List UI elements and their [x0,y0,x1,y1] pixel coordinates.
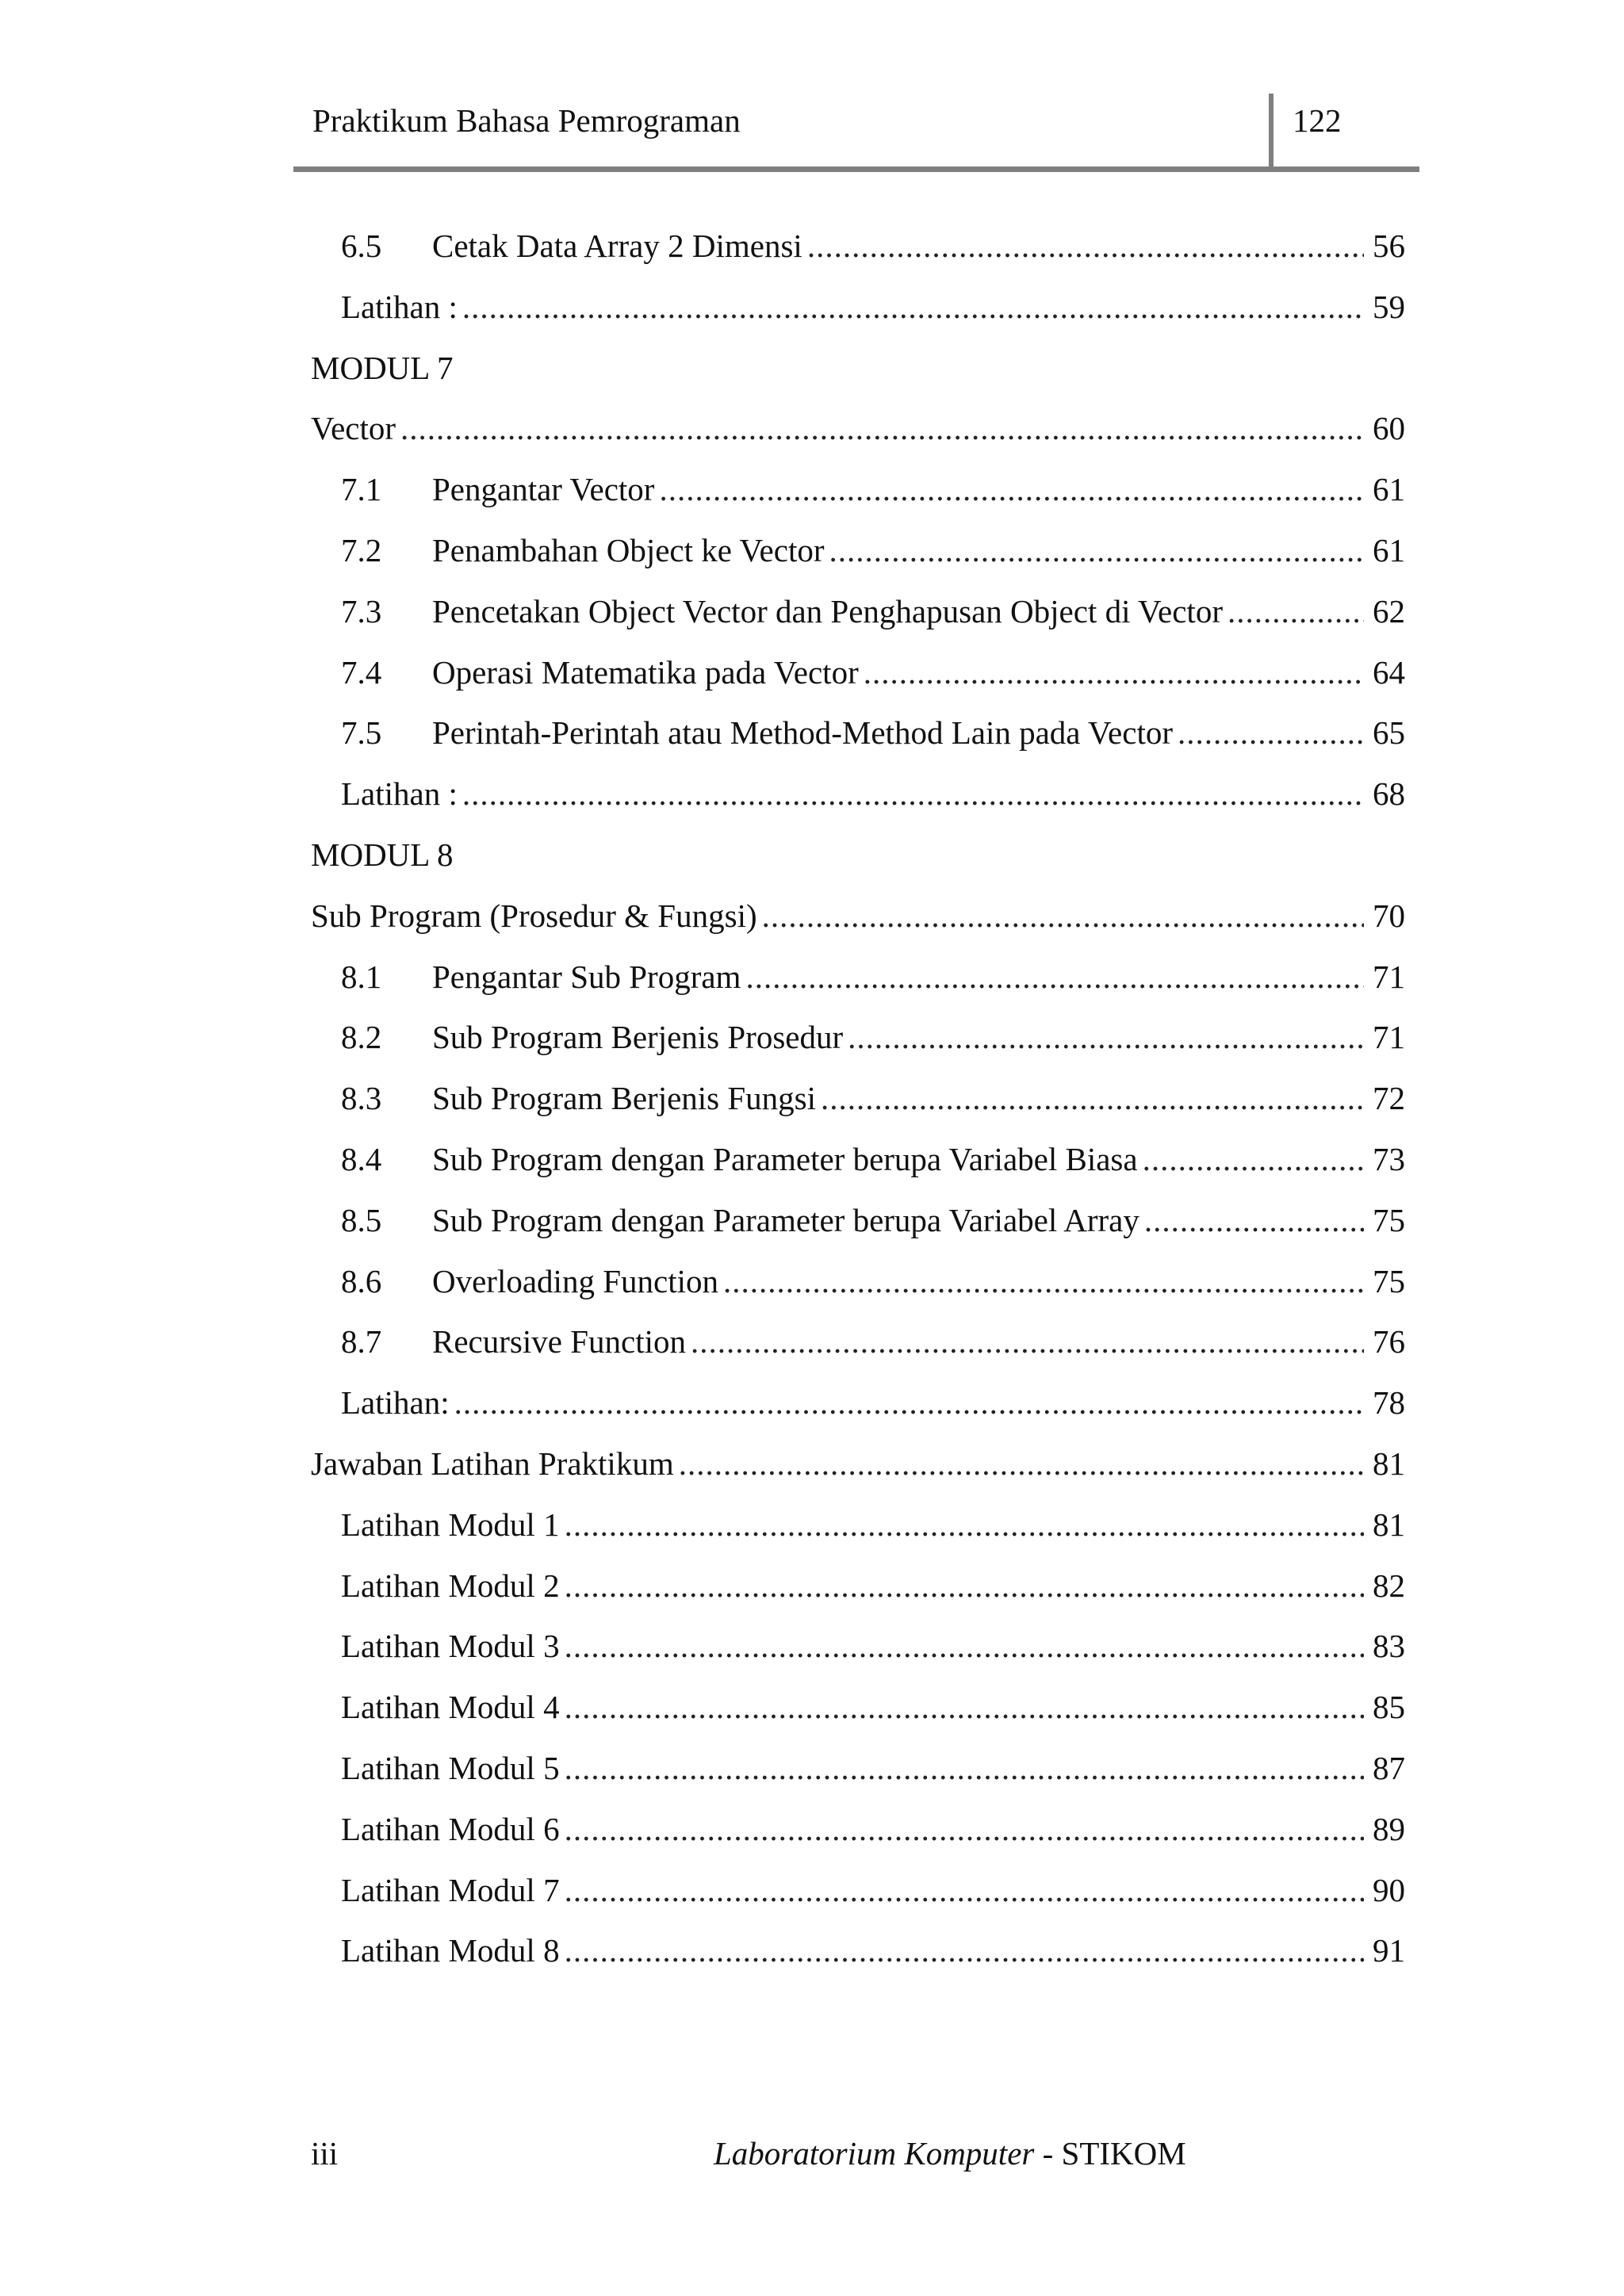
toc-entry-page: 71 [1373,1019,1405,1056]
toc-entry-page: 65 [1373,714,1405,752]
toc-dot-leader [454,1385,1364,1421]
toc-entry-page: 75 [1373,1262,1405,1299]
toc-dot-leader [565,1568,1364,1604]
toc-entry-page: 87 [1373,1749,1405,1786]
toc-dot-leader [400,411,1364,446]
header-page-number: 122 [1293,102,1342,139]
toc-entry-page: 78 [1373,1384,1405,1422]
footer-page-number: iii [311,2135,339,2172]
toc-entry-page: 81 [1373,1445,1405,1482]
toc-entry-title: Latihan Modul 8 [341,1932,560,1969]
toc-entry[interactable] [311,472,1405,533]
toc-dot-leader [462,289,1364,325]
toc-entry-page: 64 [1373,653,1405,691]
toc-entry[interactable] [311,1446,1405,1507]
toc-entry-number: 7.1 [341,471,382,508]
toc-entry-number: 8.7 [341,1323,382,1360]
toc-entry-page: 90 [1373,1871,1405,1908]
toc-entry[interactable] [311,1507,1405,1568]
toc-entry[interactable] [311,1568,1405,1629]
toc-dot-leader [1178,715,1364,751]
toc-dot-leader [821,1081,1364,1116]
toc-entry-title: Recursive Function [432,1323,686,1360]
toc-entry-number: 7.3 [341,592,382,629]
footer-lab-name: Laboratorium Komputer [714,2135,1035,2172]
toc-entry-title: Vector [311,410,396,447]
toc-entry-number: 8.1 [341,958,382,995]
toc-entry-title: Pengantar Sub Program [432,958,741,995]
toc-entry-number: 7.4 [341,653,382,691]
toc-entry-page: 61 [1373,471,1405,508]
toc-dot-leader [745,959,1364,995]
toc-dot-leader [679,1446,1364,1482]
toc-entry-page: 73 [1373,1140,1405,1177]
page-header [293,94,1419,173]
toc-module-title: MODUL 8 [311,836,454,873]
toc-dot-leader [565,1812,1364,1847]
toc-entry-title: Sub Program dengan Parameter berupa Variabel Array [432,1201,1139,1238]
toc-dot-leader [462,776,1364,812]
toc-entry-title: Cetak Data Array 2 Dimensi [432,228,802,264]
toc-entry-title: Latihan : [341,775,458,813]
toc-entry-number: 8.6 [341,1262,382,1299]
toc-entry[interactable] [311,1385,1405,1446]
toc-dot-leader [762,898,1364,934]
toc-entry[interactable] [311,1264,1405,1325]
footer-lab-credit [714,2137,1186,2170]
toc-entry-page: 91 [1373,1932,1405,1969]
toc-entry-page: 81 [1373,1506,1405,1543]
toc-entry-title: Latihan: [341,1384,450,1422]
toc-entry[interactable] [311,1324,1405,1385]
toc-entry-page: 75 [1373,1201,1405,1238]
toc-entry-title: Operasi Matematika pada Vector [432,653,859,691]
toc-entry-title: Pencetakan Object Vector dan Penghapusan Object di Vector [432,592,1223,629]
toc-entry[interactable] [311,1873,1405,1934]
toc-entry[interactable] [311,1812,1405,1873]
toc-entry-page: 72 [1373,1080,1405,1117]
toc-dot-leader [829,533,1364,568]
toc-entry-number: 8.2 [341,1019,382,1056]
toc-entry-number: 7.2 [341,531,382,568]
toc-entry-number: 6.5 [341,228,382,264]
toc-module-heading [311,837,1405,898]
toc-entry[interactable] [311,1933,1405,1994]
toc-module-title: MODUL 7 [311,349,454,386]
toc-entry-title: Pengantar Vector [432,471,655,508]
toc-entry[interactable] [311,594,1405,655]
toc-dot-leader [1144,1203,1364,1238]
toc-entry-page: 83 [1373,1628,1405,1665]
toc-entry-page: 61 [1373,531,1405,568]
toc-module-heading [311,350,1405,411]
toc-entry-title: Sub Program dengan Parameter berupa Variabel Biasa [432,1140,1138,1177]
toc-dot-leader [864,655,1364,691]
toc-entry[interactable] [311,533,1405,594]
toc-dot-leader [1143,1142,1364,1177]
toc-dot-leader [565,1507,1364,1543]
toc-entry-page: 60 [1373,410,1405,447]
toc-entry-page: 56 [1373,228,1405,264]
header-vertical-divider [1269,94,1274,170]
toc-dot-leader [565,1873,1364,1908]
toc-entry[interactable] [311,655,1405,716]
toc-entry-number: 8.4 [341,1140,382,1177]
footer-institution: STIKOM [1061,2135,1186,2172]
toc-entry-title: Sub Program (Prosedur & Fungsi) [311,897,757,934]
toc-entry-title: Sub Program Berjenis Prosedur [432,1019,844,1056]
toc-entry-number: 7.5 [341,714,382,752]
toc-entry[interactable] [311,1020,1405,1081]
toc-entry-number: 8.3 [341,1080,382,1117]
toc-entry-page: 70 [1373,897,1405,934]
toc-dot-leader [565,1751,1364,1786]
toc-entry[interactable] [311,1628,1405,1689]
toc-entry[interactable] [311,898,1405,959]
toc-entry-title: Penambahan Object ke Vector [432,531,825,568]
toc-dot-leader [1228,594,1364,629]
toc-entry-page: 82 [1373,1567,1405,1604]
toc-entry-page: 85 [1373,1689,1405,1726]
toc-entry[interactable] [311,715,1405,776]
toc-entry-page: 76 [1373,1323,1405,1360]
toc-entry[interactable] [311,411,1405,472]
table-of-contents [311,228,1405,1994]
toc-entry-title: Latihan Modul 7 [341,1871,560,1908]
toc-dot-leader [807,228,1364,264]
toc-entry-page: 68 [1373,775,1405,813]
toc-entry-title: Latihan Modul 2 [341,1567,560,1604]
toc-entry[interactable] [311,1081,1405,1142]
document-title: Praktikum Bahasa Pemrograman [312,102,741,139]
toc-entry-title: Latihan Modul 1 [341,1506,560,1543]
toc-entry-page: 89 [1373,1810,1405,1847]
toc-entry-title: Perintah-Perintah atau Method-Method Lain pada Vector [432,714,1173,752]
toc-entry[interactable] [311,1689,1405,1751]
toc-entry-title: Latihan Modul 5 [341,1749,560,1786]
toc-entry-number: 8.5 [341,1201,382,1238]
toc-entry-page: 59 [1373,288,1405,325]
toc-dot-leader [659,472,1364,507]
toc-dot-leader [565,1628,1364,1664]
toc-entry[interactable] [311,959,1405,1020]
toc-entry[interactable] [311,289,1405,350]
toc-entry[interactable] [311,1751,1405,1812]
toc-entry[interactable] [311,228,1405,289]
toc-entry[interactable] [311,1203,1405,1264]
toc-entry-page: 71 [1373,958,1405,995]
header-horizontal-rule [293,166,1419,172]
toc-entry[interactable] [311,1142,1405,1203]
toc-entry-title: Latihan Modul 6 [341,1810,560,1847]
toc-entry-title: Jawaban Latihan Praktikum [311,1445,674,1482]
toc-entry-title: Overloading Function [432,1262,718,1299]
toc-entry-title: Latihan : [341,288,458,325]
footer-separator: - [1034,2135,1062,2172]
toc-dot-leader [723,1264,1364,1299]
toc-dot-leader [848,1020,1364,1055]
toc-entry-title: Latihan Modul 3 [341,1628,560,1665]
toc-dot-leader [691,1324,1364,1360]
toc-dot-leader [565,1933,1364,1969]
toc-entry-page: 62 [1373,592,1405,629]
toc-entry-title: Latihan Modul 4 [341,1689,560,1726]
toc-entry-title: Sub Program Berjenis Fungsi [432,1080,817,1117]
toc-dot-leader [565,1689,1364,1725]
toc-entry[interactable] [311,776,1405,837]
